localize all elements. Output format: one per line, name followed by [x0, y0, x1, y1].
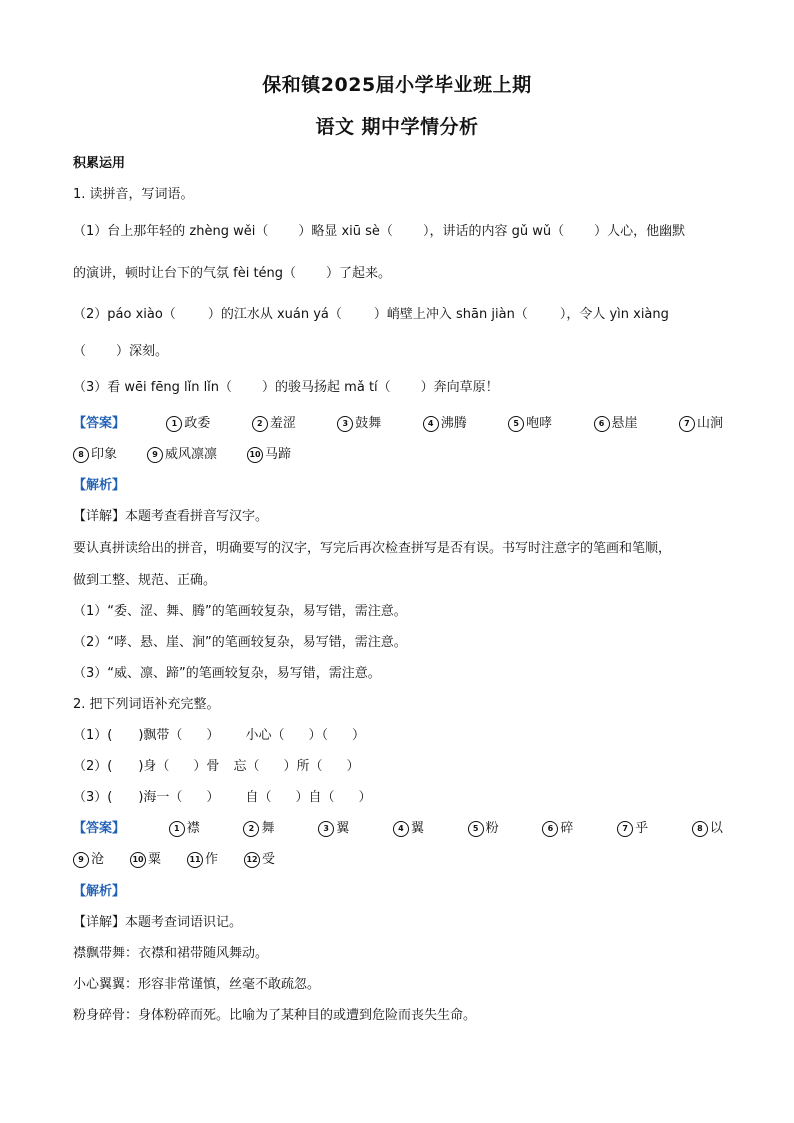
q2-r1-seg1: （1）(: [73, 728, 113, 743]
q1-p1-seg2: ）略显 xiū sè（: [298, 224, 393, 239]
q2-r2-seg4: 忘（: [233, 759, 260, 774]
answer-text: 鼓舞: [355, 416, 382, 431]
q2-row1: [73, 724, 365, 743]
q1-p2-seg3: ）峭壁上冲入 shān jiàn（: [373, 307, 528, 322]
answer-text: 粟: [148, 852, 162, 867]
q1-p1-seg1: （1）台上那年轻的 zhèng wěi（: [73, 224, 269, 239]
q2-answer-item: [73, 848, 104, 868]
answer-text: 羞涩: [269, 416, 296, 431]
circled-number: 1: [169, 821, 185, 837]
q1-answer-item: [166, 412, 210, 432]
circled-number: 2: [252, 416, 268, 432]
circled-number: 10: [130, 852, 146, 868]
q1-p1-seg5: 的演讲，顿时让台下的气氛 fèi téng（: [73, 266, 297, 281]
answer-text: 作: [205, 852, 219, 867]
circled-number: 12: [244, 852, 260, 868]
q1-analysis-label: 【解析】: [73, 478, 126, 493]
q1-p1-seg4: ）人心，他幽默: [594, 224, 686, 239]
q2-answer-item: [318, 817, 349, 837]
answer-text: 翼: [410, 821, 424, 836]
q1-answer-item: [679, 412, 723, 432]
q2-answer-item: [130, 848, 161, 868]
answer-text: 襟: [186, 821, 200, 836]
circled-number: 9: [147, 447, 163, 463]
q2-r3-seg6: ）: [358, 790, 372, 805]
q1-p1-seg3: ），讲话的内容 gǔ wǔ（: [422, 224, 565, 239]
answer-text: 受: [262, 852, 276, 867]
q2-answer-item: [692, 817, 723, 837]
answer-text: 政委: [184, 416, 211, 431]
q1-p2-seg5: （: [73, 344, 87, 359]
q1-answer-item: [247, 443, 291, 463]
q2-answer-item: [468, 817, 499, 837]
q2-answer-item: [169, 817, 200, 837]
q2-r2-seg1: （2）(: [73, 759, 113, 774]
q1-note3: （3）“威、凛、蹄”的笔画较复杂，易写错，需注意。: [73, 666, 381, 681]
circled-number: 6: [542, 821, 558, 837]
doc-title-line1: 保和镇2025届小学毕业班上期: [262, 74, 532, 96]
circled-number: 7: [617, 821, 633, 837]
q2-r1-seg2: )飘带（: [138, 728, 183, 743]
q1-stem: 1. 读拼音，写词语。: [73, 187, 194, 202]
q2-def3: 粉身碎骨：身体粉碎而死。比喻为了某种目的或遭到危险而丧失生命。: [73, 1008, 477, 1023]
circled-number: 5: [508, 416, 524, 432]
circled-number: 4: [393, 821, 409, 837]
q2-r2-seg2: )身（: [138, 759, 170, 774]
q2-r3-seg4: 自（: [245, 790, 272, 805]
circled-number: 5: [468, 821, 484, 837]
q1-part1-line1: [73, 220, 685, 239]
q2-r1-seg3: ）: [206, 728, 220, 743]
q1-part2-line1: [73, 303, 669, 322]
answer-text: 山涧: [696, 416, 723, 431]
q1-p3-seg2: ）的骏马扬起 mǎ tí（: [262, 380, 391, 395]
q1-p3-seg1: （3）看 wēi fēng lǐn lǐn（: [73, 380, 233, 395]
answer-text: 悬崖: [611, 416, 638, 431]
q2-answer-item: [393, 817, 424, 837]
q1-part2-line2: [73, 340, 168, 359]
doc-title-line2: 语文 期中学情分析: [315, 116, 479, 138]
answer-text: 翼: [336, 821, 350, 836]
circled-number: 8: [692, 821, 708, 837]
q2-detail-text: 本题考查词语识记。: [125, 915, 243, 930]
circled-number: 3: [318, 821, 334, 837]
q2-r1-seg5: ）（: [308, 728, 328, 743]
circled-number: 4: [423, 416, 439, 432]
answer-text: 沸腾: [440, 416, 467, 431]
q2-r2-seg5: ）所（: [283, 759, 323, 774]
circled-number: 11: [187, 852, 203, 868]
q2-answer-label: 【答案】: [73, 821, 126, 836]
q2-answer-item: [243, 817, 274, 837]
q1-detail-text: 本题考查看拼音写汉字。: [125, 509, 269, 524]
q2-answer-row1: [73, 817, 723, 837]
answer-text: 马蹄: [265, 447, 292, 462]
q1-answer-item: [73, 443, 117, 463]
circled-number: 2: [243, 821, 259, 837]
circled-number: 7: [679, 416, 695, 432]
q2-answer-item: [244, 848, 275, 868]
q1-detail: [73, 505, 268, 524]
q1-note2: （2）“哮、悬、崖、涧”的笔画较复杂，易写错，需注意。: [73, 635, 407, 650]
q2-def2: 小心翼翼：形容非常谨慎，丝毫不敢疏忽。: [73, 977, 321, 992]
circled-number: 9: [73, 852, 89, 868]
circled-number: 1: [166, 416, 182, 432]
q1-part3-line: [73, 376, 499, 395]
q1-answer-row2: [73, 443, 291, 463]
answer-text: 粉: [485, 821, 499, 836]
section-heading: 积累运用: [73, 156, 126, 171]
q1-answer-item: [337, 412, 381, 432]
circled-number: 10: [247, 447, 263, 463]
q2-detail-label: 【详解】: [73, 915, 126, 930]
q2-r3-seg5: ）自（: [295, 790, 335, 805]
q2-row2: [73, 755, 359, 774]
q2-r3-seg3: ）: [206, 790, 220, 805]
answer-text: 威风凛凛: [165, 447, 218, 462]
answer-text: 以: [709, 821, 723, 836]
q1-para1: 要认真拼读给出的拼音，明确要写的汉字，写完后再次检查拼写是否有误。书写时注意字的笔画和笔顺，: [73, 541, 672, 556]
q2-r2-seg6: ）: [346, 759, 360, 774]
q1-detail-label: 【详解】: [73, 509, 126, 524]
q1-p2-seg6: ）深刻。: [116, 344, 169, 359]
q2-detail: [73, 911, 242, 930]
q1-p3-seg3: ）奔向草原！: [420, 380, 499, 395]
answer-text: 舞: [261, 821, 275, 836]
q2-r1-seg6: ）: [351, 728, 365, 743]
circled-number: 6: [594, 416, 610, 432]
q1-answer-item: [594, 412, 638, 432]
answer-text: 碎: [560, 821, 574, 836]
q2-analysis-label: 【解析】: [73, 884, 126, 899]
q2-answer-row2: [73, 848, 275, 868]
q1-note1: （1）“委、涩、舞、腾”的笔画较复杂，易写错，需注意。: [73, 604, 407, 619]
answer-text: 咆哮: [526, 416, 553, 431]
circled-number: 8: [73, 447, 89, 463]
q1-p2-seg4: ），令人 yìn xiàng: [559, 307, 669, 322]
q1-answer-item: [252, 412, 296, 432]
q1-para2: 做到工整、规范、正确。: [73, 573, 217, 588]
q2-stem: 2. 把下列词语补充完整。: [73, 697, 220, 712]
q2-r2-seg3: ）骨: [193, 759, 220, 774]
q2-answer-item: [617, 817, 648, 837]
q1-answer-row1: [73, 412, 723, 432]
circled-number: 3: [337, 416, 353, 432]
q2-r3-seg2: )海一（: [138, 790, 183, 805]
q2-answer-item: [187, 848, 218, 868]
q2-r3-seg1: （3）(: [73, 790, 113, 805]
q1-answer-item: [147, 443, 217, 463]
q2-r1-seg4: 小心（: [245, 728, 285, 743]
answer-text: 印象: [91, 447, 118, 462]
q1-p2-seg2: ）的江水从 xuán yá（: [207, 307, 342, 322]
q2-answer-item: [542, 817, 573, 837]
q1-answer-item: [508, 412, 552, 432]
q1-answer-item: [423, 412, 467, 432]
q1-part1-line2: [73, 262, 391, 281]
q2-def1: 襟飘带舞：衣襟和裙带随风舞动。: [73, 946, 269, 961]
q2-row3: [73, 786, 371, 805]
answer-text: 乎: [635, 821, 649, 836]
q1-answer-label: 【答案】: [73, 416, 126, 431]
q1-p1-seg6: ）了起来。: [326, 266, 392, 281]
q1-p2-seg1: （2）páo xiào（: [73, 307, 176, 322]
answer-text: 沧: [91, 852, 105, 867]
